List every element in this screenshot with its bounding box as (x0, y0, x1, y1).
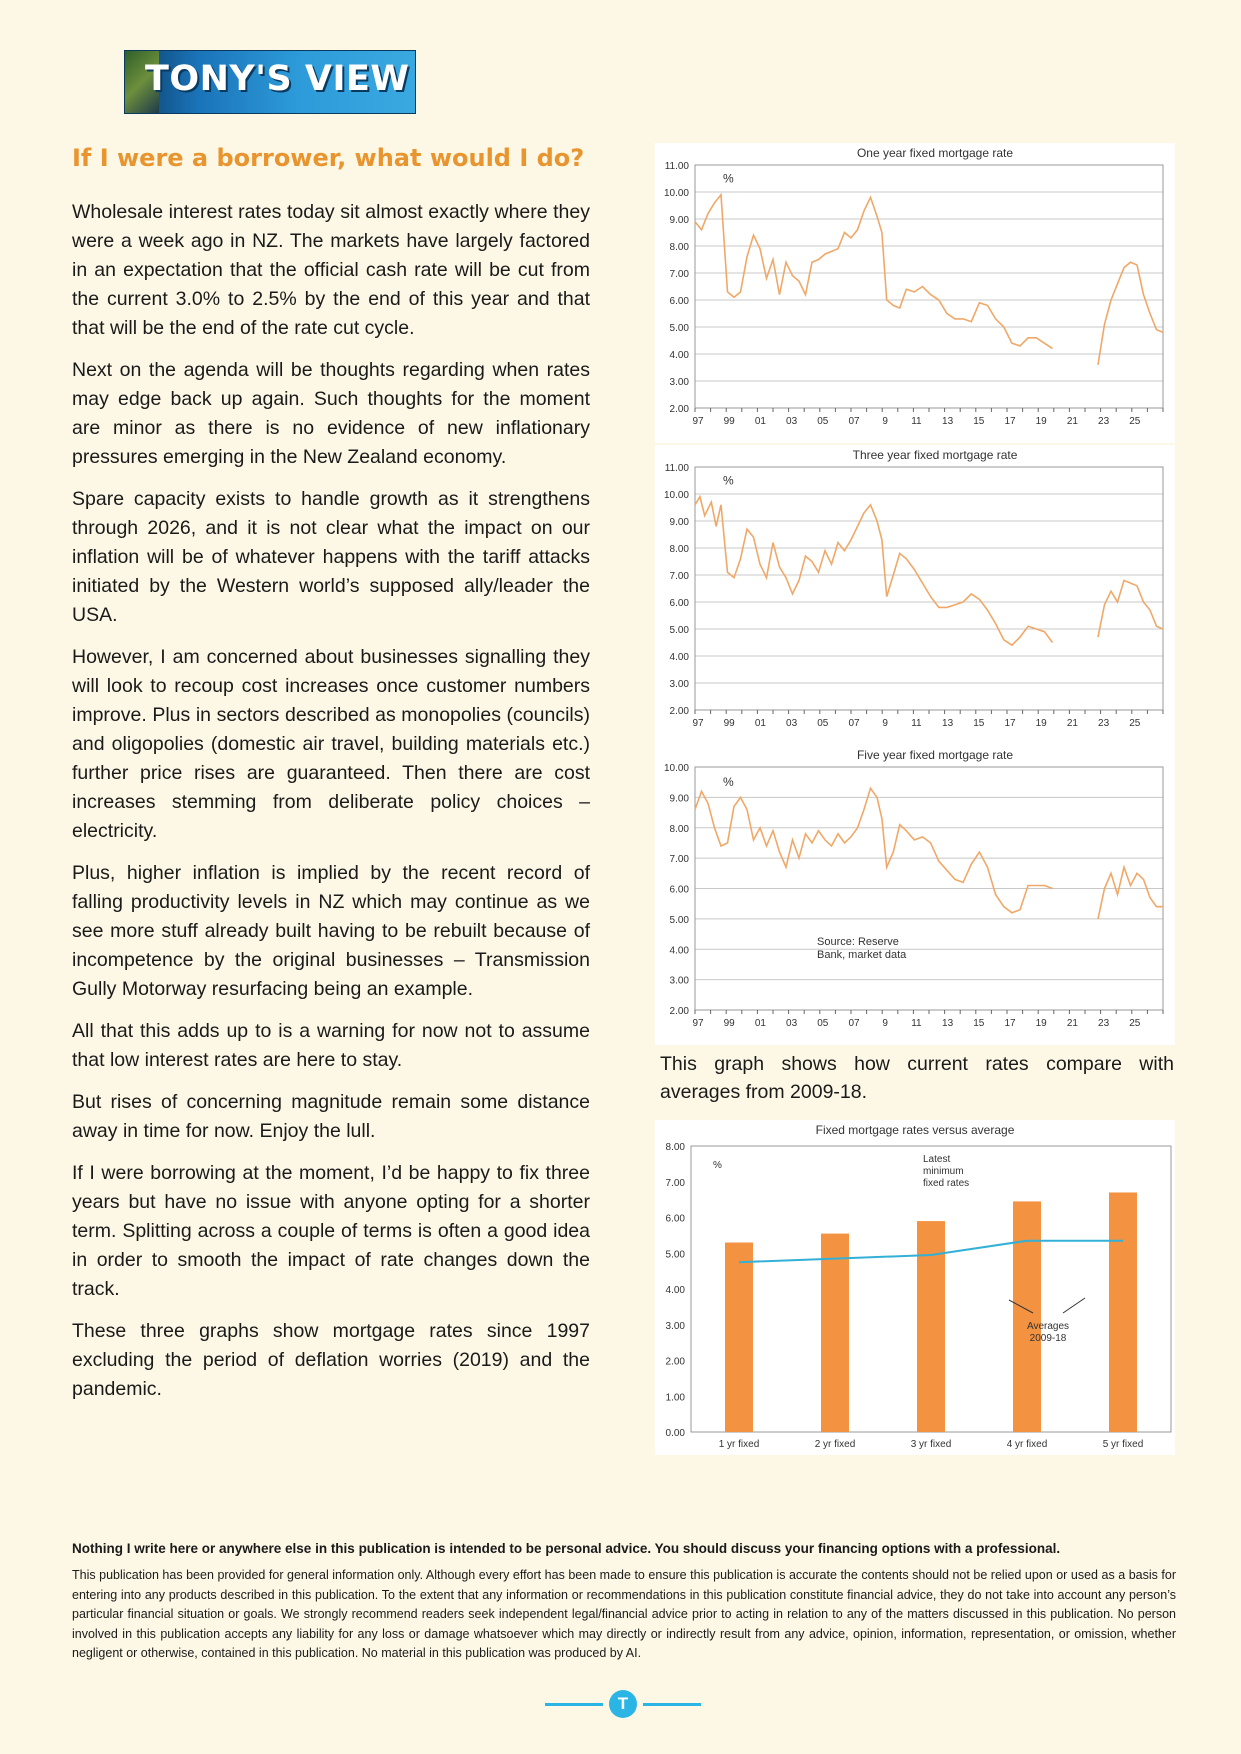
y-tick-label: 4.00 (669, 945, 689, 957)
x-tick-label: 97 (692, 718, 704, 729)
y-tick-label: 10.00 (663, 188, 689, 199)
footer-logo-mark (545, 1690, 701, 1718)
percent-label: % (713, 1159, 722, 1171)
y-tick-label: 2.00 (669, 404, 689, 415)
rate-bar (1109, 1192, 1137, 1432)
five-year-rate-chart (655, 745, 1175, 1045)
rate-series-line (1098, 262, 1163, 365)
body-paragraph: All that this adds up to is a warning for now not to assume that low interest rates are here to stay. (72, 1020, 590, 1071)
bars-legend-label: Latest (923, 1154, 951, 1165)
body-paragraph: Plus, higher inflation is implied by the recent record of falling productivity levels in NZ which may continue as we see more stuff already built having to be rebuilt because of incompetence by the original businesses – Transmission Gully Motorway resurfacing being an example. (72, 862, 590, 1000)
source-annotation: Source: Reserve (817, 936, 899, 948)
y-tick-label: 7.00 (665, 1177, 685, 1189)
x-tick-label: 9 (882, 1018, 888, 1029)
x-category-label: 2 yr fixed (814, 1439, 856, 1450)
y-tick-label: 4.00 (669, 350, 689, 361)
rate-series-line (695, 788, 1053, 913)
annotation-arrow (1063, 1298, 1085, 1313)
article-body (72, 198, 590, 1417)
y-tick-label: 7.00 (669, 269, 689, 280)
disclaimer-text: This publication has been provided for general information only. Although every effort has been made to ensure this publication is accurate the contents should not be relied upon or used as a basis for entering into any products described in this publication. To the extent that any information or recommendations in this publication constitute financial advice, they do not take into account any person’s particular financial situation or goals. We strongly recommend readers seek independent legal/financial advice prior to acting in relation to any of the matters discussed in this publication. No person involved in this publication accepts any liability for any loss or damage whatsoever which may directly or indirectly result from any advice, opinion, information, representation, or omission, whether negligent or otherwise, contained in this publication. No material in this publication was produced by AI. (72, 1568, 1176, 1660)
y-tick-label: 6.00 (669, 296, 689, 307)
y-tick-label: 7.00 (669, 854, 689, 866)
rate-bar (725, 1243, 753, 1432)
y-tick-label: 6.00 (665, 1213, 685, 1225)
x-tick-label: 21 (1066, 1018, 1078, 1029)
x-tick-label: 99 (723, 718, 735, 729)
x-tick-label: 15 (973, 718, 985, 729)
x-tick-label: 03 (786, 718, 798, 729)
y-tick-label: 8.00 (669, 242, 689, 253)
x-tick-label: 19 (1035, 416, 1047, 427)
y-tick-label: 6.00 (669, 884, 689, 896)
x-tick-label: 13 (942, 1018, 954, 1029)
x-tick-label: 19 (1035, 718, 1047, 729)
x-tick-label: 15 (973, 416, 985, 427)
chart-caption: This graph shows how current rates compare with averages from 2009-18. (660, 1053, 1174, 1103)
footer-line-left (545, 1703, 603, 1706)
article-headline: If I were a borrower, what would I do? (72, 144, 585, 172)
rate-bar (1013, 1201, 1041, 1432)
x-tick-label: 01 (754, 718, 766, 729)
y-tick-label: 4.00 (665, 1285, 685, 1296)
x-tick-label: 21 (1066, 416, 1078, 427)
tonys-view-logo (124, 50, 416, 114)
x-tick-label: 97 (692, 1018, 704, 1029)
one-year-rate-chart (655, 143, 1175, 443)
y-tick-label: 3.00 (669, 679, 689, 690)
x-tick-label: 9 (882, 718, 888, 729)
y-tick-label: 1.00 (665, 1392, 685, 1404)
y-tick-label: 2.00 (665, 1356, 685, 1368)
chart-title: Three year fixed mortgage rate (852, 448, 1018, 462)
y-tick-label: 3.00 (669, 377, 689, 388)
x-tick-label: 99 (723, 416, 735, 427)
y-tick-label: 5.00 (669, 323, 689, 334)
y-tick-label: 5.00 (665, 1249, 685, 1261)
bars-legend-label: fixed rates (923, 1178, 970, 1189)
x-category-label: 5 yr fixed (1102, 1439, 1144, 1450)
x-tick-label: 11 (911, 1018, 922, 1029)
y-tick-label: 8.00 (669, 823, 689, 835)
rate-series-line (695, 497, 1053, 646)
y-tick-label: 10.00 (663, 490, 689, 501)
y-tick-label: 8.00 (669, 544, 689, 555)
y-tick-label: 9.00 (669, 215, 689, 226)
body-paragraph: Next on the agenda will be thoughts regarding when rates may edge back up again. Such thoughts for the moment are minor as there is no evidence of new inflationary pressures emerging in the New Zealand economy. (72, 359, 590, 468)
one-year-rate-chart-svg (655, 143, 1175, 443)
x-tick-label: 13 (942, 416, 954, 427)
three-year-rate-chart-svg (655, 445, 1175, 745)
percent-label: % (723, 473, 734, 488)
y-tick-label: 0.00 (665, 1428, 685, 1439)
x-tick-label: 23 (1098, 416, 1110, 427)
rate-series-line (695, 195, 1053, 349)
x-tick-label: 25 (1129, 416, 1141, 427)
percent-label: % (723, 775, 734, 790)
rate-series-line (1098, 867, 1163, 919)
x-tick-label: 17 (1004, 1018, 1016, 1029)
plot-frame (695, 467, 1163, 710)
y-tick-label: 5.00 (669, 625, 689, 636)
footer-t-icon: T (609, 1690, 637, 1718)
y-tick-label: 3.00 (669, 975, 689, 987)
y-tick-label: 9.00 (669, 793, 689, 805)
x-tick-label: 11 (911, 718, 922, 729)
y-tick-label: 4.00 (669, 652, 689, 663)
average-legend-label: Averages (1026, 1321, 1070, 1332)
y-tick-label: 5.00 (669, 914, 689, 926)
x-category-label: 1 yr fixed (718, 1439, 760, 1450)
plot-frame (695, 165, 1163, 408)
x-tick-label: 25 (1129, 1018, 1141, 1029)
y-tick-label: 11.00 (664, 161, 689, 172)
x-tick-label: 11 (911, 416, 922, 427)
rate-bar (821, 1234, 849, 1432)
bars-legend-label: minimum (923, 1166, 964, 1177)
chart-title: One year fixed mortgage rate (856, 146, 1014, 160)
source-annotation: Bank, market data (817, 949, 907, 961)
rates-vs-average-chart-svg (655, 1120, 1175, 1455)
x-category-label: 3 yr fixed (910, 1439, 952, 1450)
x-tick-label: 01 (754, 1018, 766, 1029)
x-tick-label: 01 (754, 416, 766, 427)
five-year-rate-chart-svg (655, 745, 1175, 1045)
footer-line-right (643, 1703, 701, 1706)
y-tick-label: 2.00 (669, 706, 689, 717)
x-tick-label: 23 (1098, 718, 1110, 729)
x-tick-label: 07 (848, 416, 860, 427)
x-tick-label: 07 (848, 1018, 860, 1029)
y-tick-label: 2.00 (669, 1006, 689, 1017)
body-paragraph: These three graphs show mortgage rates since 1997 excluding the period of deflation worries (2019) and the pandemic. (72, 1320, 590, 1400)
x-tick-label: 25 (1129, 718, 1141, 729)
chart-title: Fixed mortgage rates versus average (815, 1123, 1015, 1137)
x-tick-label: 9 (882, 416, 888, 427)
body-paragraph: If I were borrowing at the moment, I’d be happy to fix three years but have no issue with anyone opting for a shorter term. Splitting across a couple of terms is often a good idea in order to smooth the impact of rate changes down the track. (72, 1162, 590, 1300)
y-tick-label: 6.00 (669, 598, 689, 609)
rates-vs-average-chart (655, 1120, 1175, 1455)
body-paragraph: Spare capacity exists to handle growth as it strengthens through 2026, and it is not clear what the impact on our inflation will be of whatever happens with the tariff attacks initiated by the Western world’s supposed ally/leader the USA. (72, 488, 590, 626)
y-tick-label: 10.00 (663, 763, 689, 774)
y-tick-label: 7.00 (669, 571, 689, 582)
x-tick-label: 03 (786, 1018, 798, 1029)
body-paragraph: However, I am concerned about businesses signalling they will look to recoup cost increases once customer numbers improve. Plus in sectors described as monopolies (councils) and oligopolies (domestic air travel, building materials etc.) further price rises are guaranteed. Then there are cost increases stemming from deliberate policy choices – electricity. (72, 646, 590, 842)
y-tick-label: 9.00 (669, 517, 689, 528)
x-tick-label: 21 (1066, 718, 1078, 729)
x-tick-label: 99 (723, 1018, 735, 1029)
body-paragraph: Wholesale interest rates today sit almost exactly where they were a week ago in NZ. The markets have largely factored in an expectation that the official cash rate will be cut from the current 3.0% to 2.5% by the end of this year and that that will be the end of the rate cut cycle. (72, 201, 590, 339)
chart-title: Five year fixed mortgage rate (856, 748, 1014, 762)
three-year-rate-chart (655, 445, 1175, 745)
x-tick-label: 17 (1004, 718, 1016, 729)
x-tick-label: 05 (817, 718, 829, 729)
y-tick-label: 11.00 (664, 463, 689, 474)
x-category-label: 4 yr fixed (1006, 1439, 1048, 1450)
x-tick-label: 97 (692, 416, 704, 427)
x-tick-label: 17 (1004, 416, 1016, 427)
x-tick-label: 05 (817, 1018, 829, 1029)
x-tick-label: 15 (973, 1018, 985, 1029)
y-tick-label: 3.00 (665, 1320, 685, 1332)
x-tick-label: 23 (1098, 1018, 1110, 1029)
logo-text: TONY'S VIEW (145, 59, 410, 99)
x-tick-label: 05 (817, 416, 829, 427)
percent-label: % (723, 171, 734, 186)
x-tick-label: 07 (848, 718, 860, 729)
y-tick-label: 8.00 (665, 1142, 685, 1153)
x-tick-label: 13 (942, 718, 954, 729)
average-legend-label: 2009-18 (1029, 1333, 1067, 1344)
advice-notice: Nothing I write here or anywhere else in this publication is intended to be personal advice. You should discuss your financing options with a professional. (72, 1541, 1061, 1556)
body-paragraph: But rises of concerning magnitude remain some distance away in time for now. Enjoy the lull. (72, 1091, 590, 1142)
x-tick-label: 19 (1035, 1018, 1047, 1029)
x-tick-label: 03 (786, 416, 798, 427)
